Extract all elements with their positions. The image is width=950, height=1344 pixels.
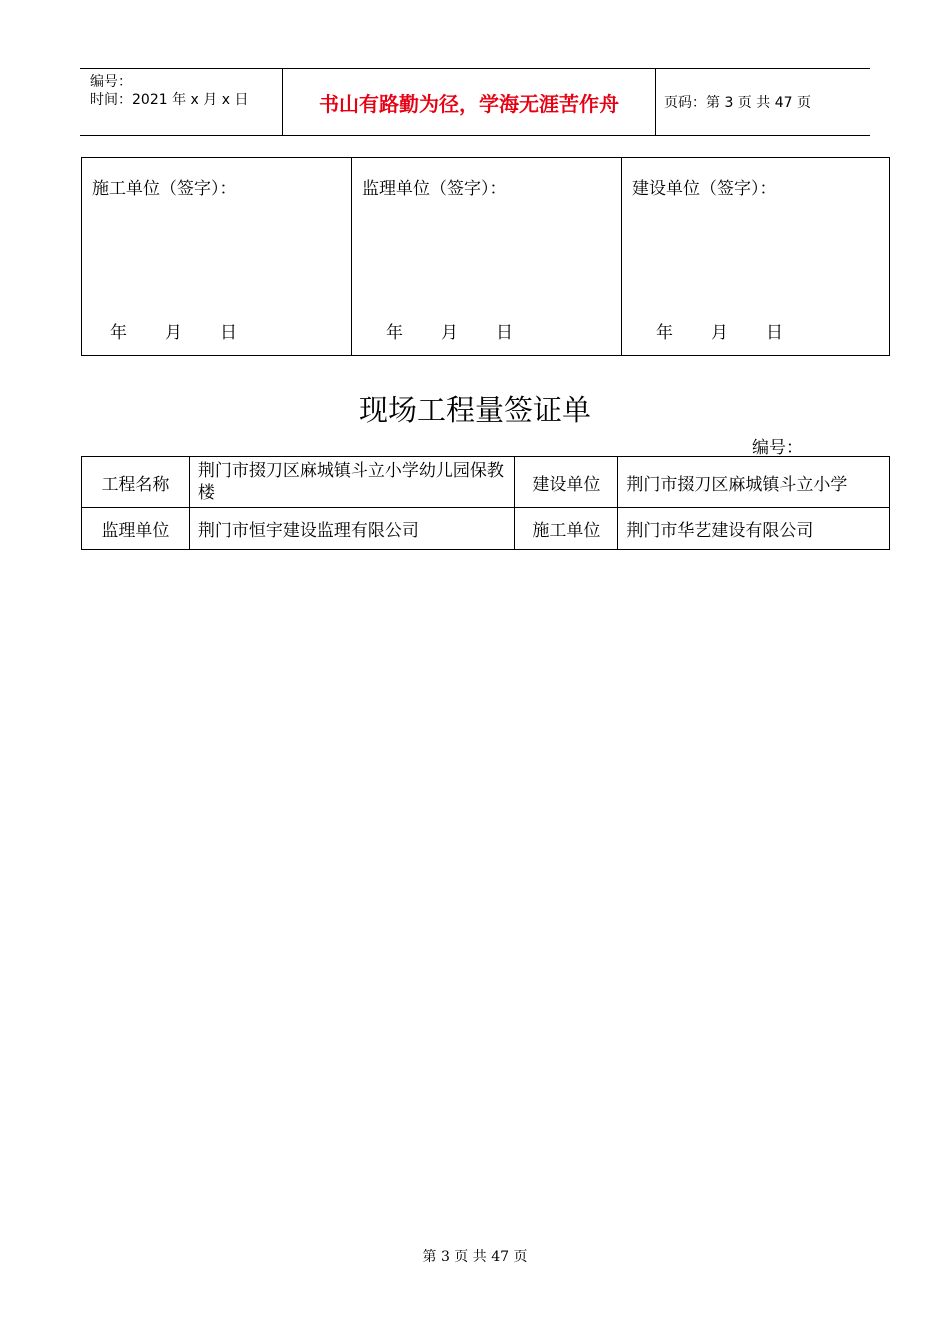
signature-date — [656, 318, 821, 343]
signature-cell-owner — [621, 158, 889, 355]
cell-label-supervisor: 监理单位 — [82, 508, 190, 550]
date-day: 日 — [220, 323, 237, 343]
signature-date — [110, 318, 275, 343]
date-year: 年 — [386, 323, 403, 343]
date-month: 月 — [165, 323, 182, 343]
table-row — [82, 508, 890, 550]
header-time: 时间：2021 年 x 月 x 日 — [90, 92, 249, 108]
signature-date — [386, 318, 551, 343]
cell-label-project-name: 工程名称 — [82, 457, 190, 508]
project-info-table — [81, 456, 890, 550]
signature-cell-supervision — [351, 158, 621, 355]
cell-project-name: 荆门市掇刀区麻城镇斗立小学幼儿园保教楼 — [189, 457, 515, 508]
signature-label: 监理单位（签字）： — [362, 179, 507, 199]
cell-label-contractor: 施工单位 — [515, 508, 618, 550]
cell-label-owner: 建设单位 — [515, 457, 618, 508]
page-footer: 第 3 页 共 47 页 — [422, 1249, 528, 1265]
signature-label: 施工单位（签字）： — [92, 179, 237, 199]
date-day: 日 — [766, 323, 783, 343]
date-year: 年 — [110, 323, 127, 343]
date-month: 月 — [441, 323, 458, 343]
form-title: 现场工程量签证单 — [358, 393, 591, 427]
cell-contractor: 荆门市华艺建设有限公司 — [618, 508, 890, 550]
header-page-info: 页码：第 3 页 共 47 页 — [664, 95, 811, 111]
date-month: 月 — [711, 323, 728, 343]
form-serial-label: 编号： — [752, 438, 803, 458]
header-motto: 书山有路勤为径，学海无涯苦作舟 — [282, 69, 656, 135]
header-serial: 编号： — [90, 74, 132, 90]
table-row — [82, 457, 890, 508]
page-header — [80, 68, 870, 136]
signature-cell-construction — [82, 158, 351, 355]
signature-table — [81, 157, 890, 356]
signature-label: 建设单位（签字）： — [632, 179, 777, 199]
cell-owner: 荆门市掇刀区麻城镇斗立小学 — [618, 457, 890, 508]
date-day: 日 — [496, 323, 513, 343]
cell-supervisor: 荆门市恒宇建设监理有限公司 — [189, 508, 515, 550]
header-meta — [80, 69, 282, 135]
date-year: 年 — [656, 323, 673, 343]
